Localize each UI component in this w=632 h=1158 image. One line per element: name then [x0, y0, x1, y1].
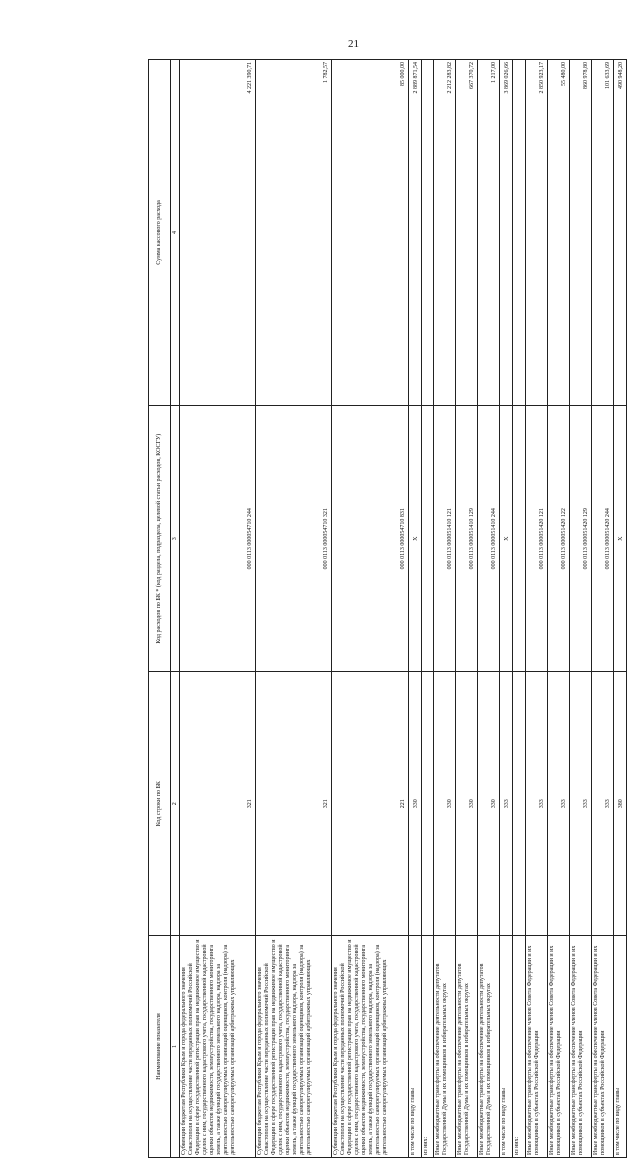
header-kbk: Код расходов по БК * (код раздела, подраздела, целевой статьи расходов, КОСГУ) [149, 405, 171, 672]
row-line-code-cell: 333 [570, 672, 592, 935]
table-row [592, 60, 614, 1158]
row-name-cell: Иные межбюджетные трансферты на обеспечение деятельности депутатов Государственной Думы и их помощников в избирательных округах [456, 935, 478, 1157]
row-kbk-cell [513, 405, 526, 672]
header-name: Наименование показателя [149, 935, 171, 1157]
row-amount-cell: 1 217,00 [478, 60, 500, 406]
row-line-code-cell: 321 [180, 672, 256, 935]
row-amount-cell: 3 869 026,66 [500, 60, 513, 406]
row-name-cell: Иные межбюджетные трансферты на обеспечение деятельности депутатов Государственной Думы и их помощников в избирательных округах [478, 935, 500, 1157]
row-kbk-cell: 000 0113 000051410 129 [456, 405, 478, 672]
row-line-code-cell: 333 [592, 672, 614, 935]
header-index: 3 [171, 405, 180, 672]
table-row [513, 60, 526, 1158]
header-index: 1 [171, 935, 180, 1157]
row-line-code-cell [513, 672, 526, 935]
row-amount-cell: 2 850 923,17 [526, 60, 548, 406]
table-row [526, 60, 548, 1158]
row-name-cell: Иные межбюджетные трансферты на обеспечение деятельности депутатов Государственной Думы и их помощников в избирательных округах [434, 935, 456, 1157]
row-line-code-cell: 333 [548, 672, 570, 935]
row-line-code-cell: 333 [500, 672, 513, 935]
row-line-code-cell: 333 [526, 672, 548, 935]
row-amount-cell: 85 000,00 [332, 60, 408, 406]
row-name-cell: из них: [421, 935, 434, 1157]
row-amount-cell: 2 212 283,82 [434, 60, 456, 406]
table-row [421, 60, 434, 1158]
row-name-cell: в том числе по виду главы [613, 935, 626, 1157]
header-index-row [171, 60, 180, 1158]
row-kbk-cell: 000 0113 000051420 122 [548, 405, 570, 672]
row-line-code-cell: 330 [408, 672, 421, 935]
page-number: 21 [348, 38, 359, 50]
row-line-code-cell: 330 [434, 672, 456, 935]
row-amount-cell: 4 221 390,71 [180, 60, 256, 406]
row-line-code-cell: 221 [332, 672, 408, 935]
expense-table [148, 59, 627, 1158]
row-kbk-cell: 000 0113 000051420 121 [526, 405, 548, 672]
table-row [456, 60, 478, 1158]
row-line-code-cell: 330 [478, 672, 500, 935]
row-kbk-cell [421, 405, 434, 672]
header-index: 2 [171, 672, 180, 935]
row-name-cell: Иные межбюджетные трансферты на обеспечение членов Совета Федерации и их помощников в субъектах Российской Федерации [526, 935, 548, 1157]
header-line-code: Код строки по БК [149, 672, 171, 935]
row-kbk-cell: X [500, 405, 513, 672]
row-name-cell: Субвенции бюджетам Республики Крым и города федерального значения Севастополя на осуществление части переданных полномочий Российской Федерации в сфере государственной регистрации прав на недвижимое имущество и сделок с ним, государственного кадастрового учета, государственной кадастровой оценки объектов недвижимости, землеустройства, государственного мониторинга земель, а также функций государственного земельного надзора, надзора за деятельностью саморегулируемых организаций оценщиков, контроля (надзора) за деятельностью саморегулируемых организаций арбитражных управляющих [256, 935, 332, 1157]
table-row [332, 60, 408, 1158]
row-amount-cell: 55 480,00 [548, 60, 570, 406]
row-kbk-cell: X [408, 405, 421, 672]
row-amount-cell [421, 60, 434, 406]
row-amount-cell: 2 889 871,54 [408, 60, 421, 406]
row-amount-cell: 101 633,69 [592, 60, 614, 406]
header-row [149, 60, 171, 1158]
row-name-cell: Иные межбюджетные трансферты на обеспечение членов Совета Федерации и их помощников в субъектах Российской Федерации [548, 935, 570, 1157]
table-row [548, 60, 570, 1158]
row-line-code-cell: 321 [256, 672, 332, 935]
table-row [500, 60, 513, 1158]
row-name-cell: из них: [513, 935, 526, 1157]
row-kbk-cell: 000 0113 000051420 129 [570, 405, 592, 672]
table-row [613, 60, 626, 1158]
table-row [180, 60, 256, 1158]
table-row [434, 60, 456, 1158]
row-name-cell: Иные межбюджетные трансферты на обеспечение членов Совета Федерации и их помощников в субъектах Российской Федерации [570, 935, 592, 1157]
rotated-table-container [148, 59, 627, 1158]
row-kbk-cell: 000 0113 000054710 831 [332, 405, 408, 672]
table-row [256, 60, 332, 1158]
row-line-code-cell: 330 [456, 672, 478, 935]
row-amount-cell: 1 782,57 [256, 60, 332, 406]
row-kbk-cell: X [613, 405, 626, 672]
row-kbk-cell: 000 0113 000054710 244 [180, 405, 256, 672]
row-kbk-cell: 000 0113 000054710 321 [256, 405, 332, 672]
row-kbk-cell: 000 0113 000051410 121 [434, 405, 456, 672]
table-row [478, 60, 500, 1158]
row-name-cell: Субвенции бюджетам Республики Крым и города федерального значения Севастополя на осуществление части переданных полномочий Российской Федерации в сфере государственной регистрации прав на недвижимое имущество и сделок с ним, государственного кадастрового учета, государственной кадастровой оценки объектов недвижимости, землеустройства, государственного мониторинга земель, а также функций государственного земельного надзора, надзора за деятельностью саморегулируемых организаций оценщиков, контроля (надзора) за деятельностью саморегулируемых организаций арбитражных управляющих [332, 935, 408, 1157]
row-line-code-cell: 380 [613, 672, 626, 935]
row-amount-cell: 490 948,20 [613, 60, 626, 406]
row-name-cell: Субвенции бюджетам Республики Крым и города федерального значения Севастополя на осуществление части переданных полномочий Российской Федерации в сфере государственной регистрации прав на недвижимое имущество и сделок с ним, государственного кадастрового учета, государственной кадастровой оценки объектов недвижимости, землеустройства, государственного мониторинга земель, а также функций государственного земельного надзора, надзора за деятельностью саморегулируемых организаций оценщиков, контроля (надзора) за деятельностью саморегулируемых организаций арбитражных управляющих [180, 935, 256, 1157]
row-amount-cell: 860 978,80 [570, 60, 592, 406]
table-row [408, 60, 421, 1158]
row-name-cell: в том числе по виду главы [408, 935, 421, 1157]
row-amount-cell: 667 370,72 [456, 60, 478, 406]
row-name-cell: в том числе по виду главы [500, 935, 513, 1157]
row-kbk-cell: 000 0113 000051410 244 [478, 405, 500, 672]
row-name-cell: Иные межбюджетные трансферты на обеспечение членов Совета Федерации и их помощников в субъектах Российской Федерации [592, 935, 614, 1157]
header-amount: Сумма кассового расхода [149, 60, 171, 406]
row-line-code-cell [421, 672, 434, 935]
header-index: 4 [171, 60, 180, 406]
table-row [570, 60, 592, 1158]
row-kbk-cell: 000 0113 000051420 244 [592, 405, 614, 672]
row-amount-cell [513, 60, 526, 406]
